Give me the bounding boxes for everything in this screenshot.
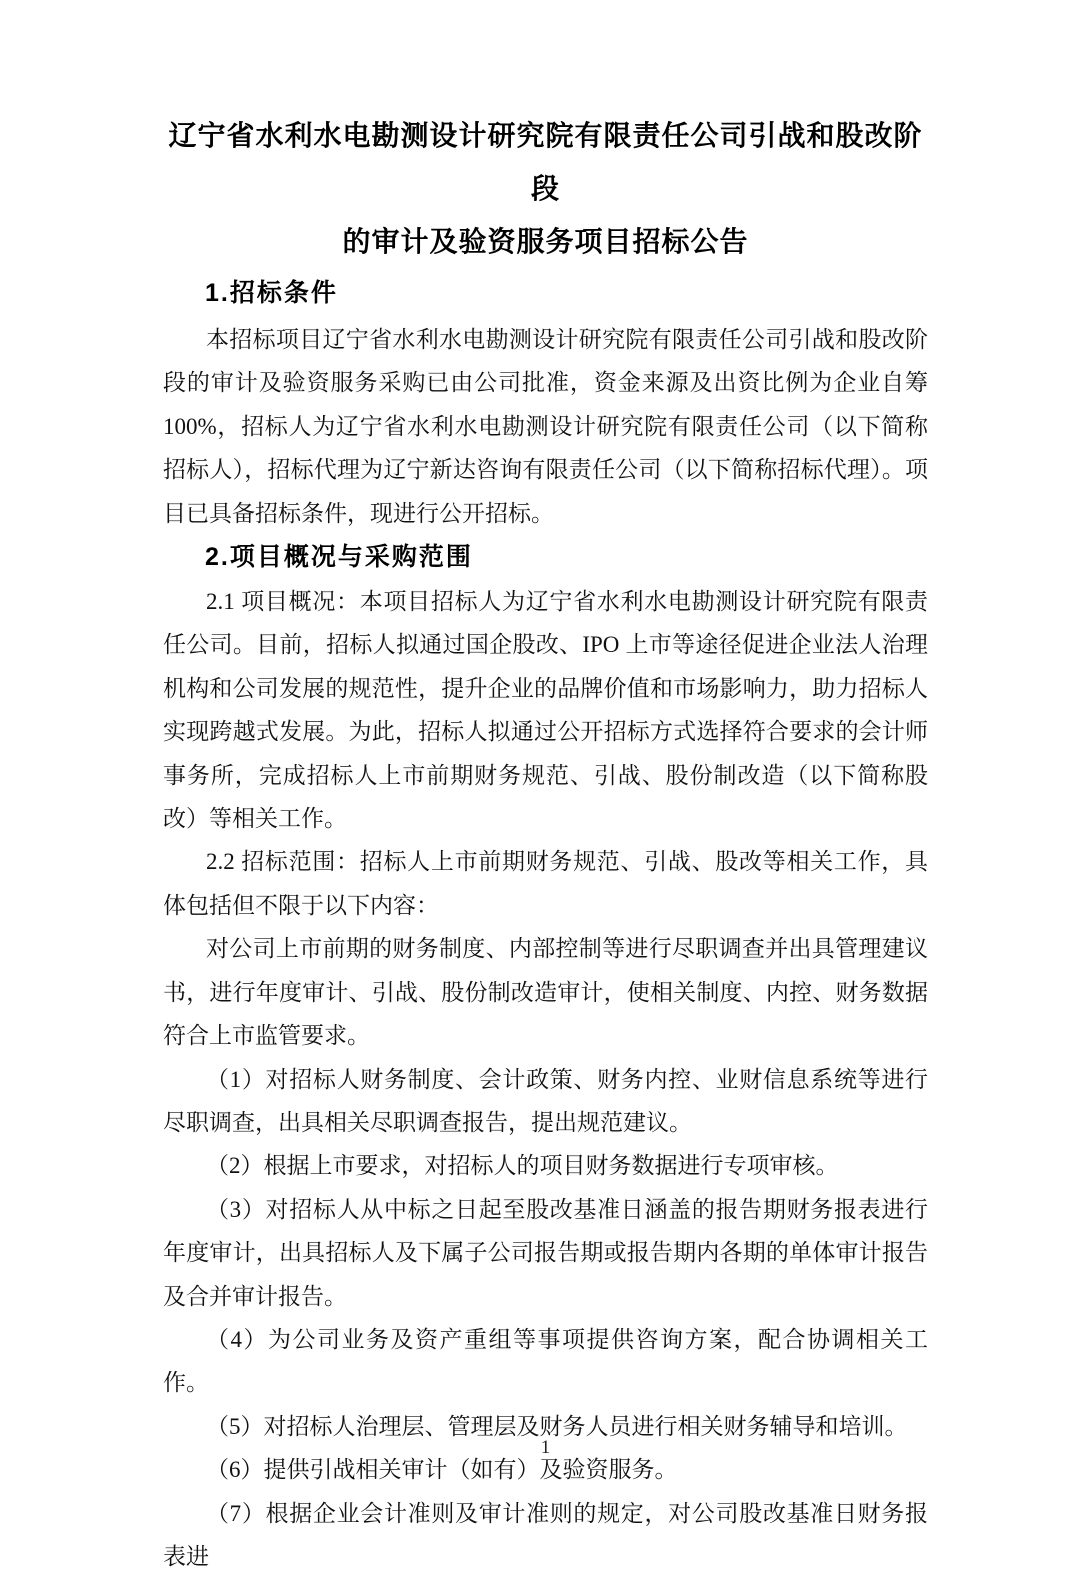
page-number: 1 <box>540 1437 551 1458</box>
paragraph-item-7: （7）根据企业会计准则及审计准则的规定，对公司股改基准日财务报表进 <box>163 1500 928 1569</box>
paragraph-item-5: （5）对招标人治理层、管理层及财务人员进行相关财务辅导和培训。 <box>206 1413 908 1439</box>
section-2-heading: 2.项目概况与采购范围 <box>205 543 473 572</box>
paragraph-bidding-conditions: 本招标项目辽宁省水利水电勘测设计研究院有限责任公司引战和股改阶段的审计及验资服务采购已由公司批准，资金来源及出资比例为企业自筹 100%，招标人为辽宁省水利水电勘测设计研究院有限责任公司（以下简称招标人），招标代理为辽宁新达咨询有限责任公司（以下简称招标代理）。项目已具备招标条件，现进行公开招标。 <box>163 327 928 526</box>
paragraph-bidding-scope: 2.2 招标范围：招标人上市前期财务规范、引战、股改等相关工作，具体包括但不限于以下内容： <box>163 849 928 918</box>
paragraph-scope-summary: 对公司上市前期的财务制度、内部控制等进行尽职调查并出具管理建议书，进行年度审计、引战、股份制改造审计，使相关制度、内控、财务数据符合上市监管要求。 <box>163 936 928 1049</box>
document-title-line-1: 辽宁省水利水电勘测设计研究院有限责任公司引战和股改阶段 <box>168 120 923 204</box>
section-1-heading: 1.招标条件 <box>205 279 338 307</box>
paragraph-item-6: （6）提供引战相关审计（如有）及验资服务。 <box>206 1457 678 1483</box>
paragraph-item-3: （3）对招标人从中标之日起至股改基准日涵盖的报告期财务报表进行年度审计，出具招标人及下属子公司报告期或报告期内各期的单体审计报告及合并审计报告。 <box>163 1196 928 1309</box>
paragraph-item-2: （2）根据上市要求，对招标人的项目财务数据进行专项审核。 <box>206 1153 839 1179</box>
paragraph-item-4: （4）为公司业务及资产重组等事项提供咨询方案，配合协调相关工作。 <box>163 1326 928 1396</box>
paragraph-project-overview: 2.1 项目概况：本项目招标人为辽宁省水利水电勘测设计研究院有限责任公司。目前，招标人拟通过国企股改、IPO 上市等途径促进企业法人治理机构和公司发展的规范性，提升企业的品牌价值和市场影响力，助力招标人实现跨越式发展。为此，招标人拟通过公开招标方式选择符合要求的会计师事务所，完成招标人上市前期财务规范、引战、股份制改造（以下简称股改）等相关工作。 <box>163 589 928 832</box>
document-title <box>163 109 928 268</box>
paragraph-item-1: （1）对招标人财务制度、会计政策、财务内控、业财信息系统等进行尽职调查，出具相关尽职调查报告，提出规范建议。 <box>163 1066 928 1135</box>
document-title-line-2: 的审计及验资服务项目招标公告 <box>342 226 749 257</box>
